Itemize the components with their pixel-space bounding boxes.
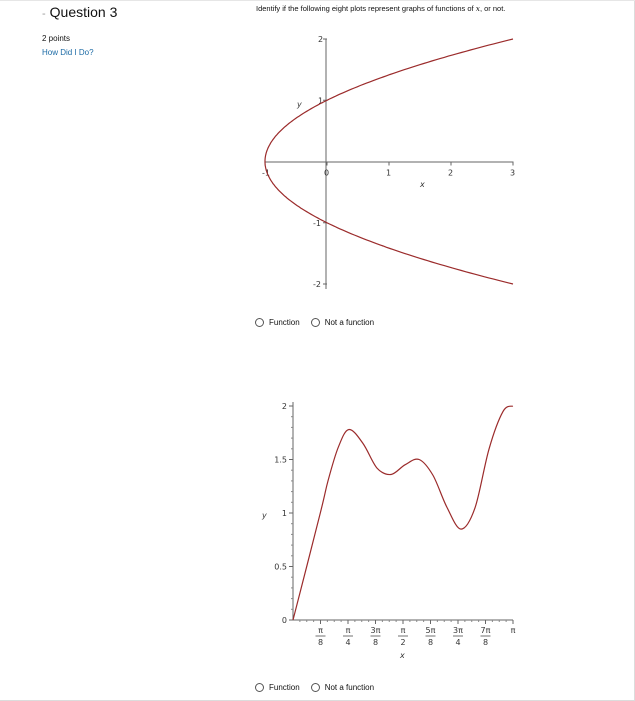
question-title: Question 3 bbox=[49, 4, 118, 20]
radio-icon[interactable] bbox=[255, 318, 264, 327]
x-tick-numerator: 3π bbox=[453, 626, 463, 635]
question-points: 2 points bbox=[42, 34, 71, 43]
x-tick-numerator: 7π bbox=[480, 626, 491, 635]
x-tick-label: 2 bbox=[448, 168, 454, 178]
plot-1-y-label: y bbox=[297, 100, 302, 109]
option-label: Function bbox=[269, 683, 300, 692]
plot-2-x-label: x bbox=[400, 651, 405, 660]
x-tick-label: 1 bbox=[386, 168, 392, 178]
option-label: Not a function bbox=[324, 318, 375, 327]
option-label: Not a function bbox=[324, 683, 375, 692]
prompt-text-end: , or not. bbox=[479, 4, 506, 13]
radio-icon[interactable] bbox=[311, 318, 320, 327]
x-tick-denominator: 8 bbox=[427, 638, 434, 647]
x-tick-denominator: 2 bbox=[400, 638, 406, 647]
question-prompt bbox=[256, 4, 505, 13]
x-tick-denominator: 8 bbox=[317, 638, 324, 647]
x-tick-numerator: 3π bbox=[370, 626, 381, 635]
y-tick-label: 1 bbox=[318, 96, 324, 106]
plot-2-not-function-option[interactable] bbox=[311, 683, 374, 692]
plot-1-x-label: x bbox=[420, 180, 425, 189]
y-tick-label: -2 bbox=[313, 280, 321, 289]
radio-icon[interactable] bbox=[255, 683, 264, 692]
x-tick-denominator: 4 bbox=[345, 638, 351, 647]
y-tick-label: 2 bbox=[281, 402, 287, 411]
plot-1-choices bbox=[255, 318, 385, 327]
x-tick-denominator: 8 bbox=[482, 638, 489, 647]
x-tick-numerator: π bbox=[510, 626, 516, 635]
y-tick-label: 1.5 bbox=[274, 455, 287, 465]
x-tick-numerator: 5π bbox=[425, 626, 436, 635]
x-tick-numerator: π bbox=[318, 626, 323, 635]
how-did-i-do-link[interactable]: How Did I Do? bbox=[42, 48, 94, 57]
plot-1-chart bbox=[250, 34, 520, 296]
radio-icon[interactable] bbox=[311, 683, 320, 692]
prompt-text: Identify if the following eight plots represent graphs of functions of bbox=[256, 4, 476, 13]
x-tick-denominator: 8 bbox=[372, 638, 379, 647]
x-tick-numerator: π bbox=[345, 626, 351, 635]
x-tick-numerator: π bbox=[400, 626, 406, 635]
plot-2-curve bbox=[293, 406, 513, 620]
prompt-variable: x bbox=[475, 4, 480, 13]
plot-2-y-label: y bbox=[262, 511, 267, 520]
y-tick-label: 0 bbox=[281, 616, 287, 625]
plot-2-chart bbox=[250, 396, 525, 666]
option-label: Function bbox=[269, 318, 300, 327]
y-tick-label: 0.5 bbox=[274, 562, 287, 572]
plot-2-function-option[interactable] bbox=[255, 683, 300, 692]
collapse-icon[interactable]: - bbox=[42, 8, 46, 20]
x-tick-denominator: 4 bbox=[455, 638, 461, 647]
x-tick-label: 3 bbox=[510, 168, 516, 178]
y-tick-label: 2 bbox=[318, 35, 324, 44]
question-header bbox=[42, 4, 117, 20]
y-tick-label: -1 bbox=[313, 218, 321, 228]
top-divider bbox=[0, 0, 635, 1]
plot-1-function-option[interactable] bbox=[255, 318, 300, 327]
plot-2-choices bbox=[255, 683, 385, 692]
y-tick-label: 1 bbox=[281, 509, 287, 518]
x-tick-label: 0 bbox=[324, 168, 330, 178]
x-tick-label: -1 bbox=[262, 168, 270, 178]
plot-1-not-function-option[interactable] bbox=[311, 318, 374, 327]
